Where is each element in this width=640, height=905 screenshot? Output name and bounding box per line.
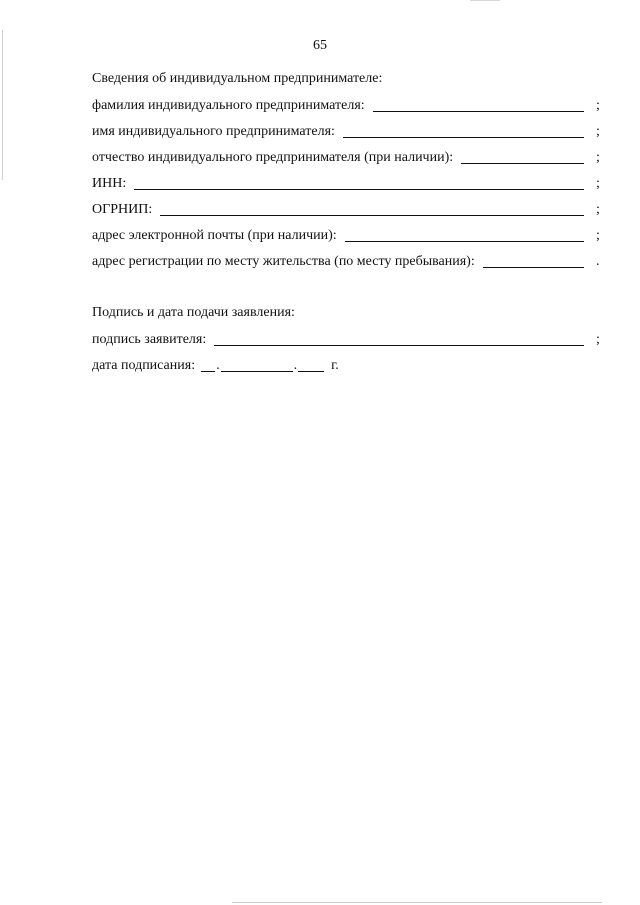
field-label: фамилия индивидуального предпринимателя:	[92, 98, 365, 113]
ogrnip-field[interactable]	[160, 201, 584, 216]
scan-edge-mark	[470, 0, 500, 1]
field-label: адрес регистрации по месту жительства (по месту пребывания):	[92, 254, 475, 269]
date-year-field[interactable]	[298, 357, 324, 372]
form-row-address	[92, 252, 604, 270]
surname-field[interactable]	[373, 97, 584, 112]
form-row-inn	[92, 174, 604, 192]
date-separator: .	[216, 358, 220, 373]
field-terminator: ;	[596, 332, 600, 347]
field-label: имя индивидуального предпринимателя:	[92, 124, 335, 139]
field-terminator: ;	[596, 150, 600, 165]
date-separator: .	[293, 358, 298, 373]
form-row-email	[92, 226, 604, 244]
section-title-ip: Сведения об индивидуальном предпринимателе:	[92, 71, 383, 86]
field-label: отчество индивидуального предпринимателя (при наличии):	[92, 150, 454, 165]
year-suffix: г.	[331, 358, 339, 373]
email-field[interactable]	[345, 227, 584, 242]
scan-edge-mark	[232, 902, 602, 903]
date-month-field[interactable]	[221, 357, 293, 372]
date-day-field[interactable]	[201, 357, 215, 372]
field-label: ОГРНИП:	[92, 202, 153, 217]
form-row-patronymic	[92, 148, 604, 166]
form-row-signature	[92, 330, 604, 348]
field-terminator: ;	[596, 124, 600, 139]
signature-field[interactable]	[214, 331, 584, 346]
address-field[interactable]	[483, 253, 584, 268]
form-row-name	[92, 122, 604, 140]
form-row-signing-date	[92, 356, 339, 374]
field-label: подпись заявителя:	[92, 332, 207, 347]
field-terminator: ;	[596, 202, 600, 217]
section-title-signature: Подпись и дата подачи заявления:	[92, 305, 295, 320]
name-field[interactable]	[343, 123, 584, 138]
inn-field[interactable]	[134, 175, 584, 190]
form-row-surname	[92, 96, 604, 114]
patronymic-field[interactable]	[461, 149, 584, 164]
field-terminator: .	[596, 254, 600, 269]
form-row-ogrnip	[92, 200, 604, 218]
field-terminator: ;	[596, 228, 600, 243]
field-terminator: ;	[596, 176, 600, 191]
field-label: адрес электронной почты (при наличии):	[92, 228, 337, 243]
page-number: 65	[313, 38, 327, 53]
field-label: дата подписания:	[92, 358, 196, 373]
field-label: ИНН:	[92, 176, 127, 191]
field-terminator: ;	[596, 98, 600, 113]
